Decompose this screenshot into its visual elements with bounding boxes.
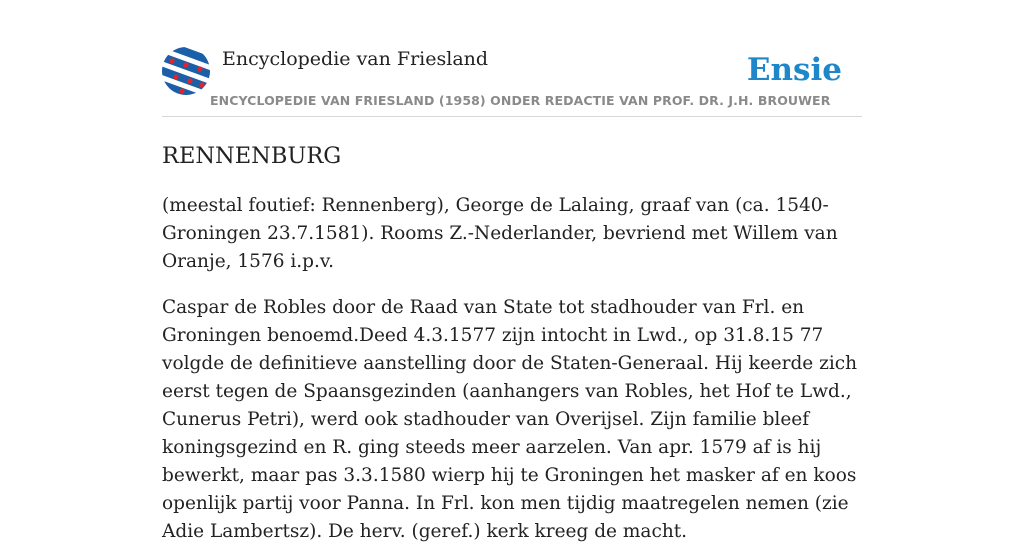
entry-paragraph: Caspar de Robles door de Raad van State tot stadhouder van Frl. en Groningen benoemd.Deed 4.3.1577 zijn intocht in Lwd., op 31.8.15 77 volgde de definitieve aanstelling door de Staten-Generaal. Hij keerde zich eerst tegen de Spaansgezinden (aanhangers van Robles, het Hof te Lwd., Cunerus Petri), werd ook stadhouder van Overijsel. Zijn familie bleef koningsgezind en R. ging steeds meer aarzelen. Van apr. 1579 af is hij bewerkt, maar pas 3.3.1580 wierp hij te Groningen het masker af en koos openlijk partij voor Panna. In Frl. kon men tijdig maatregelen nemen (zie Adie Lambertsz). De herv. (geref.) kerk kreeg de macht. — [162, 297, 858, 542]
encyclopedia-subtitle: ENCYCLOPEDIE VAN FRIESLAND (1958) ONDER REDACTIE VAN PROF. DR. J.H. BROUWER — [210, 93, 831, 108]
ensie-brand-logo[interactable]: Ensie — [746, 52, 842, 88]
entry-paragraph: (meestal foutief: Rennenberg), George de Lalaing, graaf van (ca. 1540-Groningen 23.7.1581). Rooms Z.-Nederlander, bevriend met Willem van Oranje, 1576 i.p.v. — [162, 195, 838, 272]
page — [162, 44, 862, 546]
site-header — [162, 44, 862, 117]
site-title[interactable]: Encyclopedie van Friesland — [222, 48, 489, 70]
entry-title: RENNENBURG — [162, 143, 342, 169]
friesland-flag-icon[interactable] — [162, 47, 210, 95]
